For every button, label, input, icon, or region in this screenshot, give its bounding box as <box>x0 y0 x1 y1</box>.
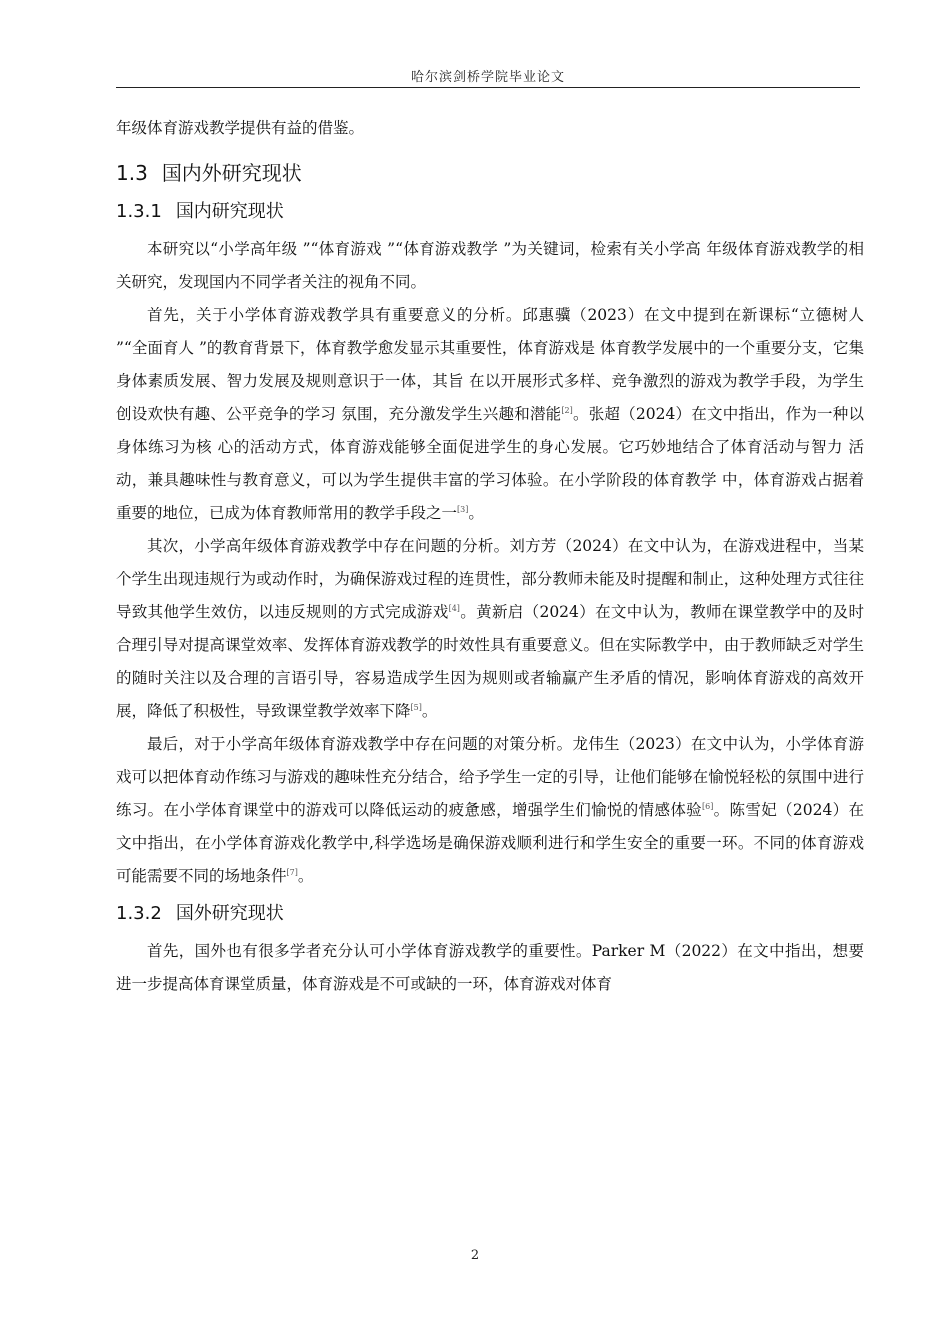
paragraph-text: 首先，关于小学体育游戏教学具有重要意义的分析。邱惠骥（2023）在文中提到在新课标“立德树人 ”“全面育人 ”的教育背景下，体育教学愈发显示其重要性，体育游戏是 体育教学发展中的一个重要分支，它集身体素质发展、智力发展及规则意识于一体，其旨 在以开展形式多样、竞争激烈的游戏为教学手段，为学生创设欢快有趣、公平竞争的学习 氛围，充分激发学生兴趣和潜能 <box>116 306 864 423</box>
paragraph-text: 。 <box>468 504 484 522</box>
paragraph-significance <box>116 299 864 530</box>
subsection-title: 国外研究现状 <box>175 903 284 924</box>
paragraph-problems <box>116 530 864 728</box>
citation-ref: [7] <box>286 867 298 877</box>
paragraph-text: 。 <box>297 867 314 885</box>
paragraph-keywords: 本研究以“小学高年级 ”“体育游戏 ”“体育游戏教学 ”为关键词，检索有关小学高 年级体育游戏教学的相关研究，发现国内不同学者关注的视角不同。 <box>116 240 864 291</box>
section-title: 国内外研究现状 <box>161 161 302 185</box>
header-rule <box>116 87 860 88</box>
running-header: 哈尔滨剑桥学院毕业论文 <box>410 70 565 85</box>
paragraph-text: 。 <box>421 702 438 720</box>
citation-ref: [6] <box>702 801 714 811</box>
citation-ref: [4] <box>448 603 460 613</box>
page-body <box>116 112 864 1001</box>
paragraph-text: 最后，对于小学高年级体育游戏教学中存在问题的对策分析。龙伟生（2023）在文中认为，小学体育游戏可以把体育动作练习与游戏的趣味性充分结合，给予学生一定的引导，让他们能够在愉悦轻松的氛围中进行练习。在小学体育课堂中的游戏可以降低运动的疲惫感，增强学生们愉悦的情感体验 <box>116 735 864 819</box>
citation-ref: [2] <box>561 405 573 415</box>
paragraph-text: 。陈雪妃（2024）在文中指出，在小学体育游戏化教学中,科学选场是确保游戏顺利进行和学生安全的重要一环。不同的体育游戏可能需要不同的场地条件 <box>116 801 864 885</box>
paragraph-text: 。张超（2024）在文中指出，作为一种以身体练习为核 心的活动方式，体育游戏能够全面促进学生的身心发展。它巧妙地结合了体育活动与智力 活动，兼具趣味性与教育意义，可以为学生提供丰富的学习体验。在小学阶段的体育教学 中，体育游戏占据着重要的地位，已成为体育教师常用的教学手段之一 <box>116 405 864 522</box>
subsection-heading-1-3-1 <box>116 197 864 227</box>
subsection-title: 国内研究现状 <box>175 201 284 222</box>
citation-ref: [5] <box>410 702 422 712</box>
paragraph-text: 。黄新启（2024）在文中认为，教师在课堂教学中的及时合理引导对提高课堂效率、发挥体育游戏教学的时效性具有重要意义。但在实际教学中，由于教师缺乏对学生的随时关注以及合理的言语引导，容易造成学生因为规则或者输赢产生矛盾的情况，影响体育游戏的高效开展，降低了积极性，导致课堂教学效率下降 <box>116 603 864 720</box>
paragraph-foreign-research: 首先，国外也有很多学者充分认可小学体育游戏教学的重要性。Parker M（2022）在文中指出，想要进一步提高体育课堂质量，体育游戏是不可或缺的一环，体育游戏对体育 <box>116 942 864 993</box>
subsection-number: 1.3.2 <box>116 903 162 924</box>
continuation-line: 年级体育游戏教学提供有益的借鉴。 <box>116 119 365 137</box>
subsection-number: 1.3.1 <box>116 201 162 222</box>
page-number: 2 <box>470 1248 480 1263</box>
citation-ref: [3] <box>457 504 469 514</box>
section-number: 1.3 <box>116 161 148 185</box>
subsection-heading-1-3-2 <box>116 899 864 929</box>
paragraph-text: 其次，小学高年级体育游戏教学中存在问题的分析。刘方芳（2024）在文中认为，在游戏进程中，当某个学生出现违规行为或动作时，为确保游戏过程的连贯性，部分教师未能及时提醒和制止，这种处理方式往往导致其他学生效仿，以违反规则的方式完成游戏 <box>116 537 864 621</box>
section-heading-1-3 <box>116 157 864 189</box>
paragraph-countermeasures <box>116 728 864 893</box>
